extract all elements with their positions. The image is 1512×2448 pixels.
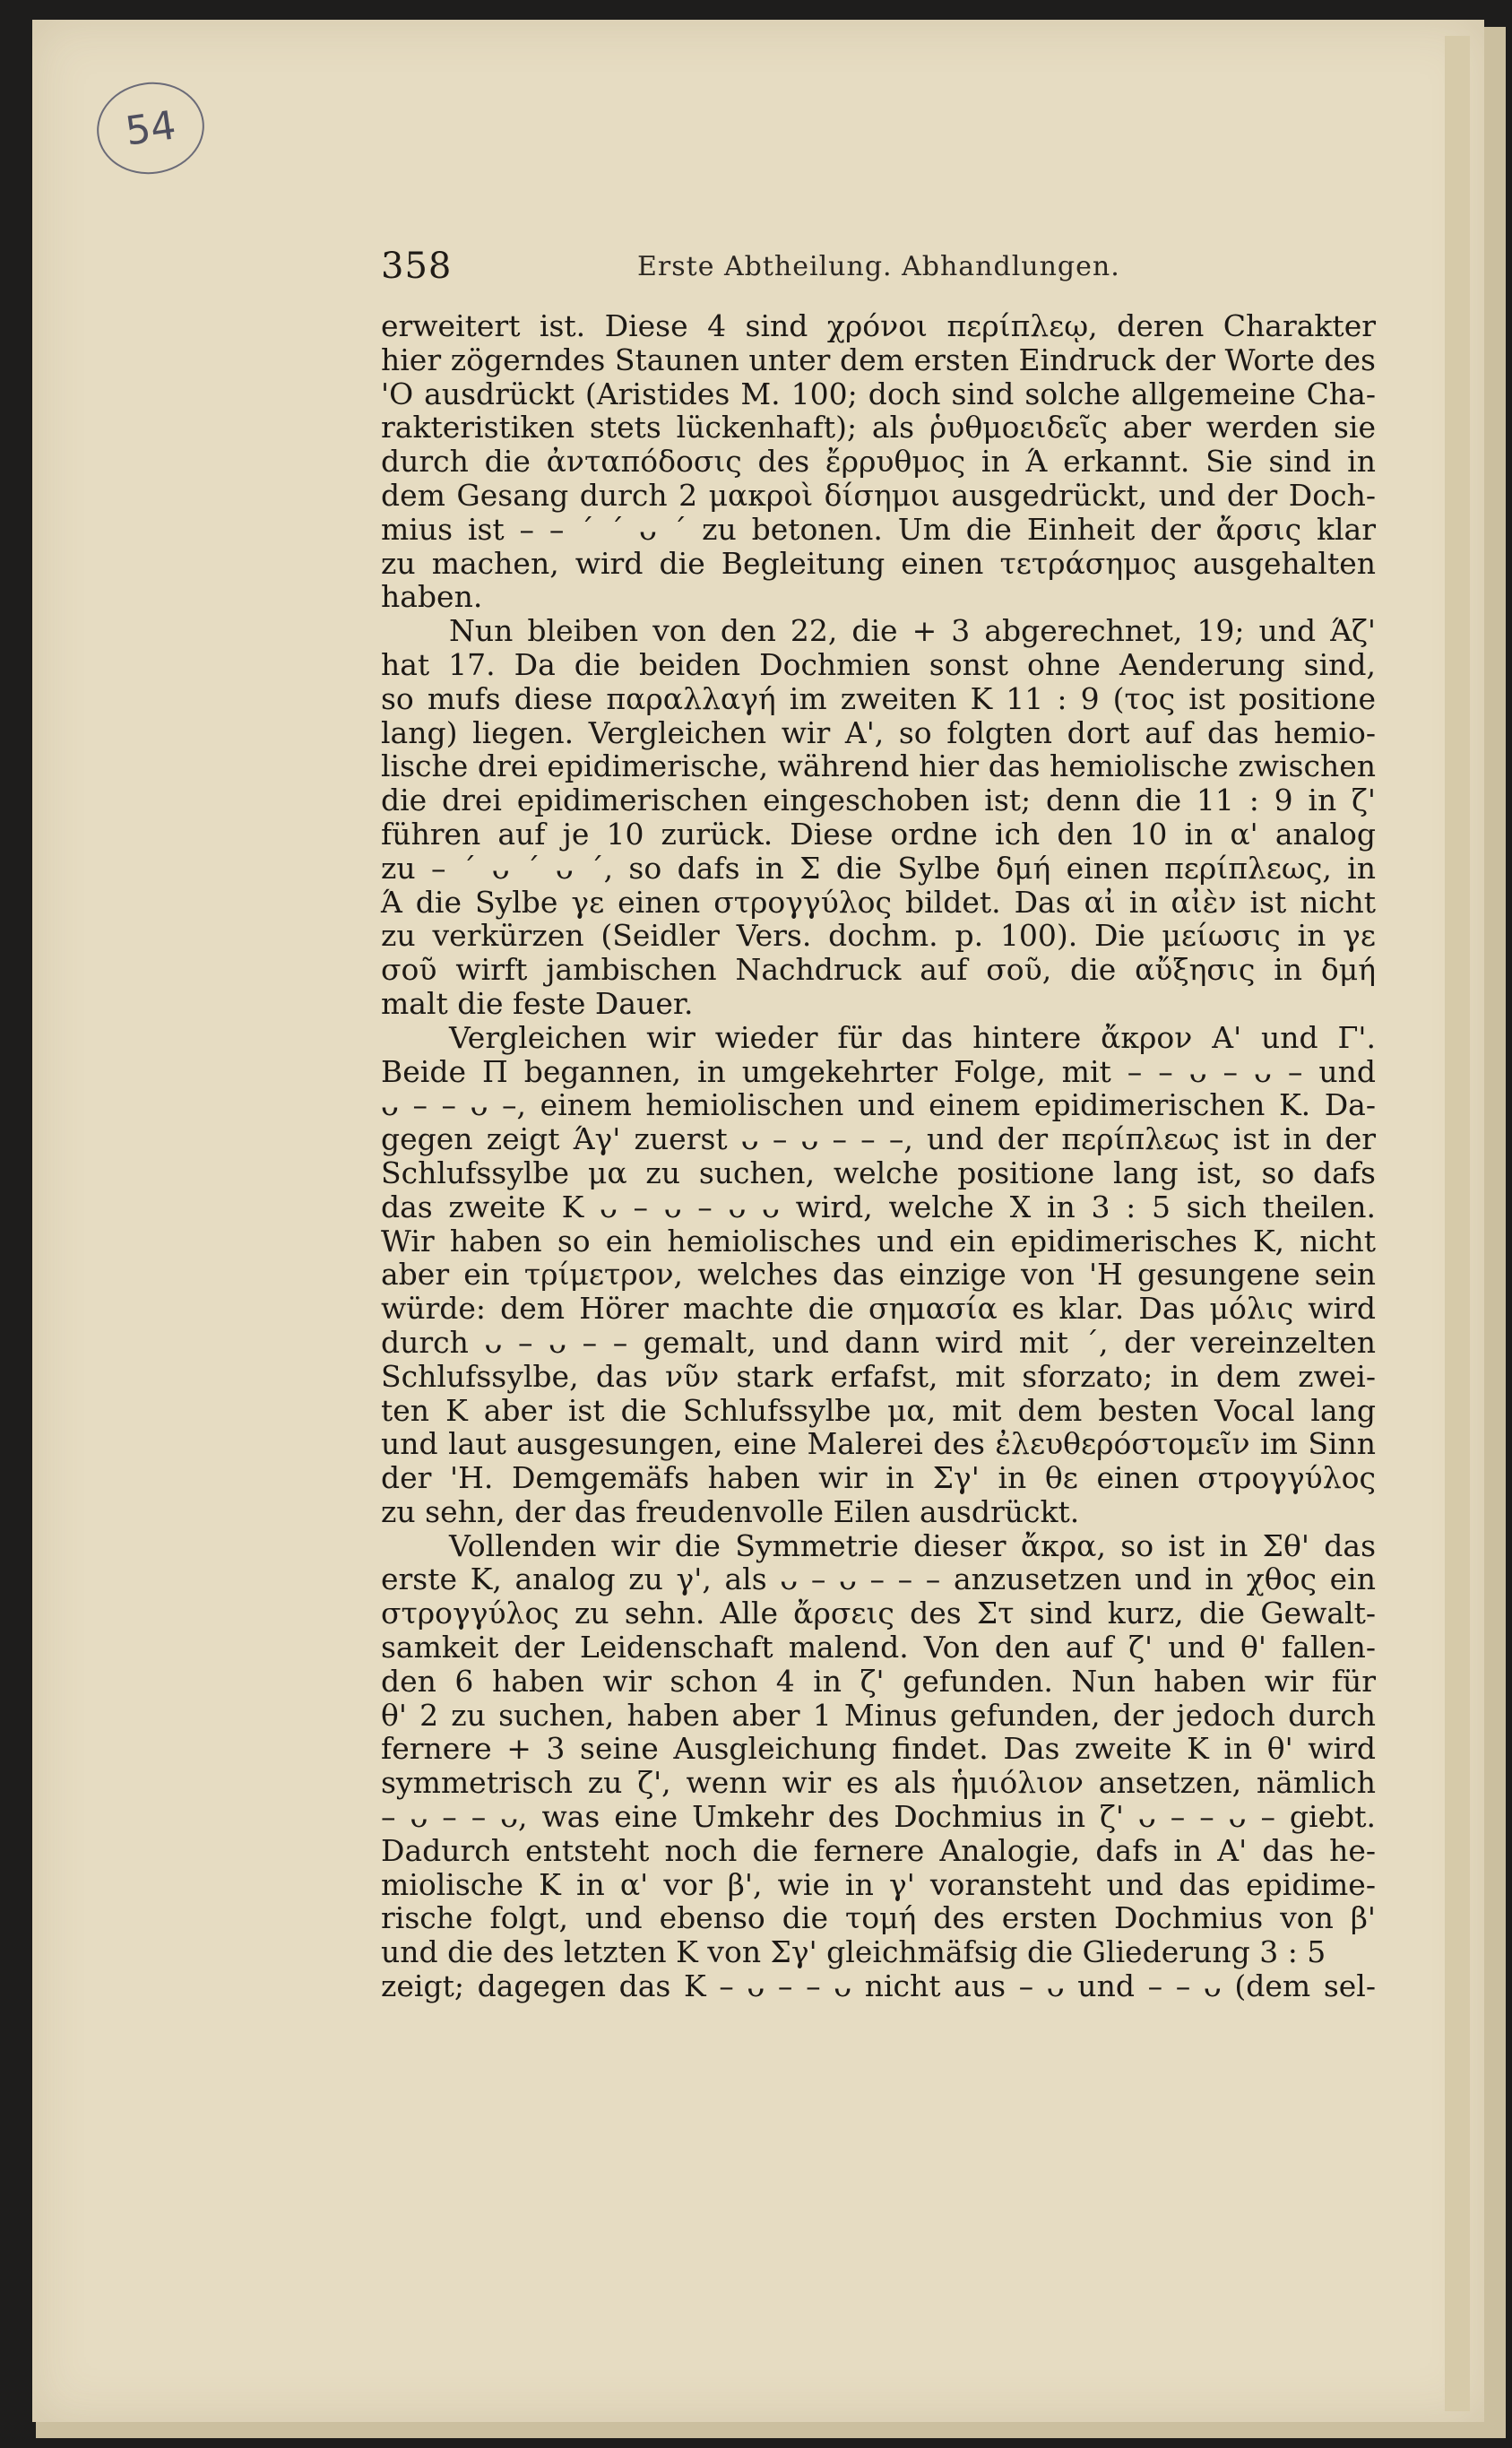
text-line: zu – ´ ᴗ ´ ᴗ ´, so dafs in Σ die Sylbe δμή einen περίπλεως, in xyxy=(381,850,1376,886)
text-line: Beide Π begannen, in umgekehrter Folge, mit – – ᴗ – ᴗ – und xyxy=(381,1053,1376,1089)
text-line: hier zögerndes Staunen unter dem ersten Eindruck der Worte des xyxy=(381,342,1376,377)
text-line: Wir haben so ein hemiolisches und ein epidimerisches K, nicht xyxy=(381,1223,1376,1259)
body-text xyxy=(381,309,1376,2003)
text-line: hat 17. Da die beiden Dochmien sonst ohne Aenderung sind, xyxy=(381,646,1376,682)
text-line: führen auf je 10 zurück. Diese ordne ich den 10 in α' analog xyxy=(381,816,1376,852)
text-line: gegen zeigt Άγ' zuerst ᴗ – ᴗ – – –, und der περίπλεως ist in der xyxy=(381,1121,1376,1157)
text-line: der 'H. Demgemäfs haben wir in Σγ' in θε einen στρογγύλος xyxy=(381,1460,1376,1496)
text-line: ten K aber ist die Schlufssylbe μα, mit dem besten Vocal lang xyxy=(381,1392,1376,1428)
text-line: ᴗ – – ᴗ –, einem hemiolischen und einem epidimerischen K. Da- xyxy=(381,1087,1376,1123)
text-line: zu verkürzen (Seidler Vers. dochm. p. 100). Die μείωσις in γε xyxy=(381,918,1376,954)
text-line: würde: dem Hörer machte die σημασία es klar. Das μόλις wird xyxy=(381,1291,1376,1327)
text-line: mius ist – – ´ ´ ᴗ ´ zu betonen. Um die Einheit der ἄρσις klar xyxy=(381,511,1376,547)
text-line: und laut ausgesungen, eine Malerei des ἐλευθερόστομεῖν im Sinn xyxy=(381,1426,1376,1462)
stamp-label: 54 xyxy=(122,101,179,155)
text-line: haben. xyxy=(381,579,483,615)
text-line: durch die ἀνταπόδοσις des ἔρρυθμος in Ά erkannt. Sie sind in xyxy=(381,444,1376,480)
text-line: die drei epidimerischen eingeschoben ist; denn die 11 : 9 in ζ' xyxy=(381,783,1376,818)
text-line: lische drei epidimerische, während hier das hemiolische zwischen xyxy=(381,748,1376,784)
text-line: Vollenden wir die Symmetrie dieser ἄκρα, so ist in Σθ' das xyxy=(449,1527,1376,1563)
text-line: das zweite K ᴗ – ᴗ – ᴗ ᴗ wird, welche X in 3 : 5 sich theilen. xyxy=(381,1189,1376,1224)
text-line: Schlufssylbe, das νῦν stark erfafst, mit sforzato; in dem zwei- xyxy=(381,1358,1376,1394)
text-line: zeigt; dagegen das K – ᴗ – – ᴗ nicht aus – ᴗ und – – ᴗ (dem sel- xyxy=(381,1968,1376,2004)
text-line: – ᴗ – – ᴗ, was eine Umkehr des Dochmius in ζ' ᴗ – – ᴗ – giebt. xyxy=(381,1799,1376,1835)
text-line: Vergleichen wir wieder für das hintere ἄκρον A' und Γ'. xyxy=(449,1019,1376,1055)
text-line: Dadurch entsteht noch die fernere Analogie, dafs in A' das he- xyxy=(381,1832,1376,1868)
text-line: aber ein τρίμετρον, welches das einzige von 'H gesungene sein xyxy=(381,1257,1376,1293)
text-line: fernere + 3 seine Ausgleichung findet. Das zweite K in θ' wird xyxy=(381,1731,1376,1767)
section-title: Erste Abtheilung. Abhandlungen. xyxy=(637,251,1120,282)
text-line: so mufs diese παραλλαγή im zweiten K 11 : 9 (τος ist positione xyxy=(381,680,1376,716)
text-line: miolische K in α' vor β', wie in γ' voransteht und das epidime- xyxy=(381,1866,1376,1902)
page-number: 358 xyxy=(381,246,453,287)
text-line: samkeit der Leidenschaft malend. Von den auf ζ' und θ' fallen- xyxy=(381,1630,1376,1665)
text-line: θ' 2 zu suchen, haben aber 1 Minus gefunden, der jedoch durch xyxy=(381,1697,1376,1733)
text-line: erste K, analog zu γ', als ᴗ – ᴗ – – – anzusetzen und in χθος ein xyxy=(381,1561,1376,1597)
page-edge xyxy=(1445,36,1470,2411)
text-line: rische folgt, und ebenso die τομή des ersten Dochmius von β' xyxy=(381,1900,1376,1936)
text-line: σοῦ wirft jambischen Nachdruck auf σοῦ, die αὔξησις in δμή xyxy=(381,952,1376,988)
text-line: lang) liegen. Vergleichen wir A', so folgten dort auf das hemio- xyxy=(381,714,1376,750)
text-line: und die des letzten K von Σγ' gleichmäfsig die Gliederung 3 : 5 xyxy=(381,1934,1326,1970)
running-head xyxy=(381,242,1403,296)
text-line: Nun bleiben von den 22, die + 3 abgerechnet, 19; und Άζ' xyxy=(449,613,1376,649)
text-line: Schlufssylbe μα zu suchen, welche positione lang ist, so dafs xyxy=(381,1155,1376,1190)
text-line: durch ᴗ – ᴗ – – gemalt, und dann wird mit ´, der vereinzelten xyxy=(381,1324,1376,1360)
text-line: rakteristiken stets lückenhaft); als ῥυθμοειδεῖς aber werden sie xyxy=(381,410,1376,445)
text-line: symmetrisch zu ζ', wenn wir es als ἡμιόλιον ansetzen, nämlich xyxy=(381,1765,1376,1801)
text-line: 'O ausdrückt (Aristides M. 100; doch sind solche allgemeine Cha- xyxy=(381,376,1376,411)
text-line: dem Gesang durch 2 μακροὶ δίσημοι ausgedrückt, und der Doch- xyxy=(381,477,1376,513)
text-line: zu sehn, der das freudenvolle Eilen ausdrückt. xyxy=(381,1493,1080,1529)
text-line: zu machen, wird die Begleitung einen τετράσημος ausgehalten xyxy=(381,545,1376,581)
text-line: στρογγύλος zu sehn. Alle ἄρσεις des Στ sind kurz, die Gewalt- xyxy=(381,1596,1376,1631)
text-line: malt die feste Dauer. xyxy=(381,985,694,1021)
text-line: den 6 haben wir schon 4 in ζ' gefunden. Nun haben wir für xyxy=(381,1663,1376,1699)
text-line: Ά die Sylbe γε einen στρογγύλος bildet. Das αἰ in αἰὲν ist nicht xyxy=(381,884,1376,920)
text-line: erweitert ist. Diese 4 sind χρόνοι περίπλεῳ, deren Charakter xyxy=(381,308,1376,343)
